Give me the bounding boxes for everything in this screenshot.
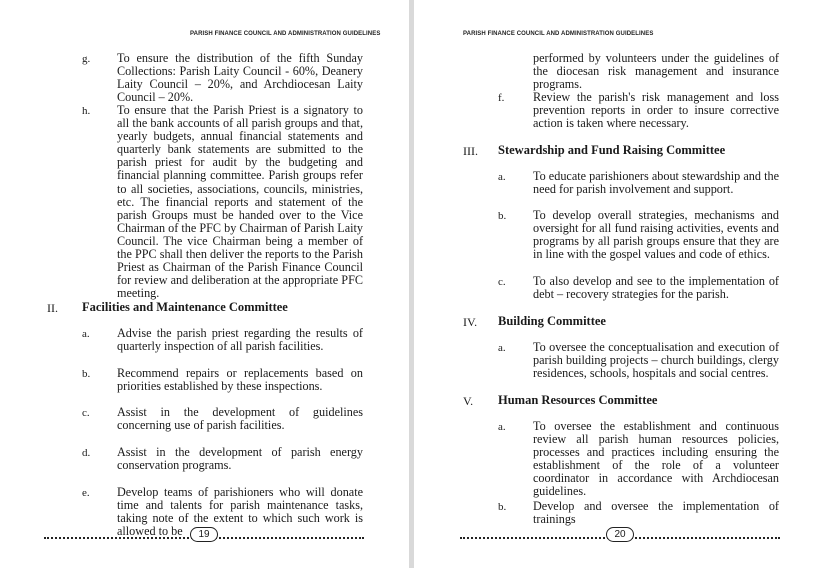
item-marker: f. — [498, 92, 505, 104]
item-marker: a. — [82, 328, 90, 340]
section-heading: Human Resources Committee — [498, 393, 658, 407]
list-item: Assist in the development of guidelines concerning use of parish facilities. — [117, 405, 363, 433]
page-number: 19 — [190, 527, 218, 542]
item-marker: c. — [82, 407, 90, 419]
page-number: 20 — [606, 527, 634, 542]
item-marker: h. — [82, 105, 91, 117]
continued-text: performed by volunteers under the guidelines of the diocesan risk management and insurance programs. — [533, 51, 779, 92]
section-heading: Facilities and Maintenance Committee — [82, 300, 288, 314]
item-marker: g. — [82, 53, 91, 65]
right-page — [414, 0, 823, 568]
section-numeral: III. — [463, 144, 478, 158]
item-marker: a. — [498, 171, 506, 183]
item-marker: a. — [498, 421, 506, 433]
list-item: To oversee the establishment and continuous review all parish human resources policies, processes and practices including ensuring the establishment of the role of a volunteer coordinator in accordance with Archdiocesan guidelines. — [533, 419, 779, 499]
list-item: To ensure the distribution of the fifth Sunday Collections: Parish Laity Council - 60%, Deanery Laity Council – 20%, and Archdiocesan Laity Council – 20%. — [117, 51, 363, 105]
item-marker: b. — [498, 501, 507, 513]
section-heading: Building Committee — [498, 314, 606, 328]
list-item: To ensure that the Parish Priest is a signatory to all the bank accounts of all parish groups and that, yearly budgets, annual financial statements and quarterly bank statements are submitted to the parish priest for audit by the budgeting and financial planning committee. Parish groups refer to all societies, associations, councils, ministries, etc. The financial reports and statement of the parish Groups must be handed over to the Vice Chairman of the PFC by Chairman of Parish Laity Council. The vice Chairman being a member of the PPC shall then deliver the reports to the Parish Priest as Chairman of the Parish Finance Council for review and deliberation at the appropriate PFC meeting. — [117, 103, 363, 301]
list-item: Review the parish's risk management and loss prevention reports in order to insure corrective action is taken where necessary. — [533, 90, 779, 131]
section-heading: Stewardship and Fund Raising Committee — [498, 143, 726, 157]
item-marker: b. — [498, 210, 507, 222]
list-item: To educate parishioners about stewardship and the need for parish involvement and support. — [533, 169, 779, 197]
list-item: To develop overall strategies, mechanisms and oversight for all fund raising activities, events and programs by all parish groups ensure that they are in line with the gospel values and code of ethics. — [533, 208, 779, 262]
list-item: Assist in the development of parish energy conservation programs. — [117, 445, 363, 473]
item-marker: e. — [82, 487, 90, 499]
list-item: Develop teams of parishioners who will donate time and talents for parish maintenance tasks, taking note of the extent to which such work is allowed to be — [117, 485, 363, 539]
item-marker: c. — [498, 276, 506, 288]
list-item: Advise the parish priest regarding the results of quarterly inspection of all parish facilities. — [117, 326, 363, 354]
item-marker: a. — [498, 342, 506, 354]
section-numeral: IV. — [463, 315, 478, 329]
section-numeral: II. — [47, 301, 58, 315]
section-numeral: V. — [463, 394, 474, 408]
running-head: PARISH FINANCE COUNCIL AND ADMINISTRATION GUIDELINES — [463, 31, 654, 37]
item-marker: d. — [82, 447, 91, 459]
list-item: Develop and oversee the implementation of trainings — [533, 499, 779, 527]
list-item: To also develop and see to the implementation of debt – recovery strategies for the parish. — [533, 274, 779, 302]
left-page — [0, 0, 409, 568]
list-item: To oversee the conceptualisation and execution of parish building projects – church buildings, clergy residences, schools, hospitals and social centres. — [533, 340, 779, 381]
running-head: PARISH FINANCE COUNCIL AND ADMINISTRATION GUIDELINES — [190, 31, 381, 37]
item-marker: b. — [82, 368, 91, 380]
list-item: Recommend repairs or replacements based on priorities established by these inspections. — [117, 366, 363, 394]
